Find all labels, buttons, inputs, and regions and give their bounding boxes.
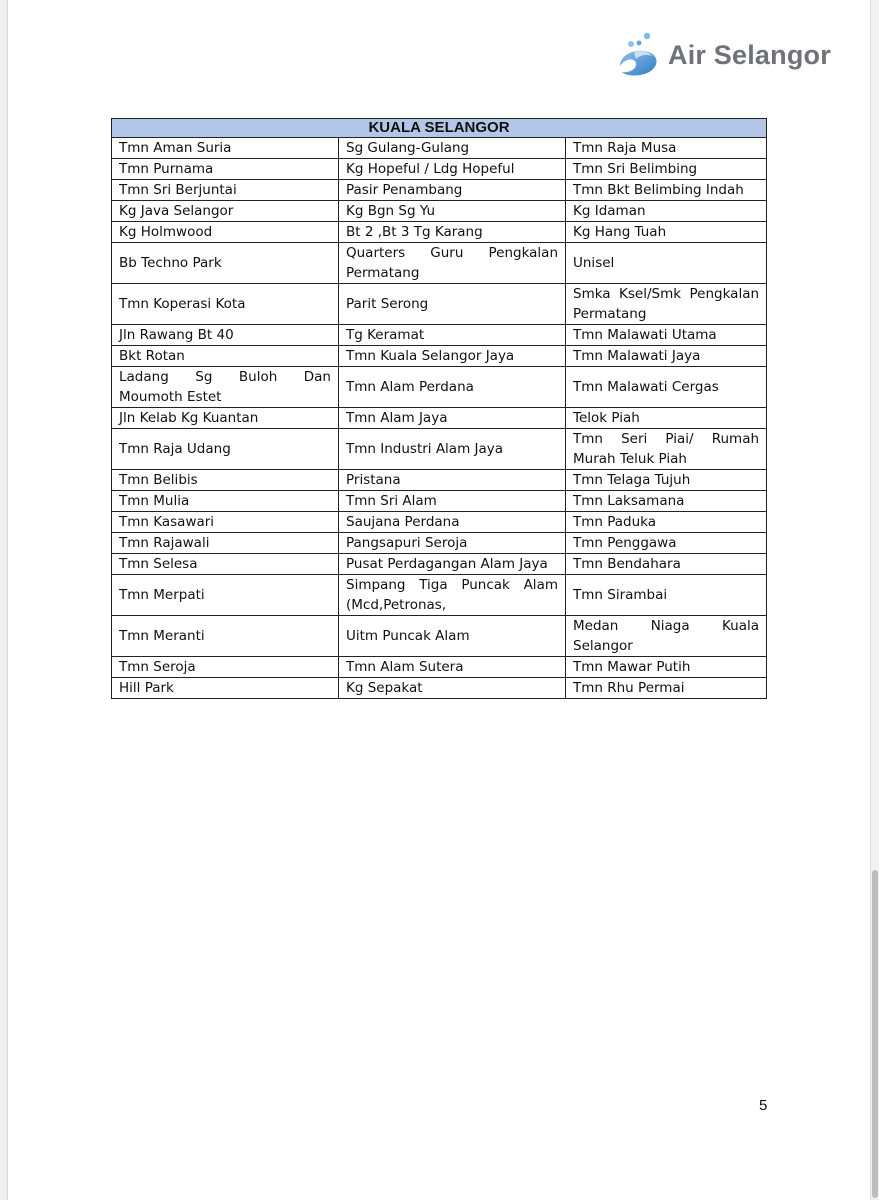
table-cell: Tmn Industri Alam Jaya	[339, 429, 566, 470]
table-cell: Kg Hopeful / Ldg Hopeful	[339, 159, 566, 180]
table-cell: Saujana Perdana	[339, 512, 566, 533]
table-cell: Tmn Alam Jaya	[339, 408, 566, 429]
table-cell: Tmn Raja Musa	[566, 138, 767, 159]
table-cell: Tmn Mulia	[112, 491, 339, 512]
table-cell: Pusat Perdagangan Alam Jaya	[339, 554, 566, 575]
table-row	[112, 491, 767, 512]
table-row	[112, 325, 767, 346]
table-cell: Tmn Belibis	[112, 470, 339, 491]
table-cell: Bb Techno Park	[112, 243, 339, 284]
table-row	[112, 284, 767, 325]
table-cell: Tmn Alam Perdana	[339, 367, 566, 408]
table-cell: Pristana	[339, 470, 566, 491]
table-cell: Tmn Laksamana	[566, 491, 767, 512]
table-row	[112, 243, 767, 284]
table-cell: Tmn Malawati Utama	[566, 325, 767, 346]
table-row	[112, 159, 767, 180]
table-cell: Kg Idaman	[566, 201, 767, 222]
table-row	[112, 554, 767, 575]
table-header-row	[112, 119, 767, 138]
table-cell: Pasir Penambang	[339, 180, 566, 201]
table-cell: Medan Niaga Kuala Selangor	[566, 616, 767, 657]
table-cell: Quarters Guru Pengkalan Permatang	[339, 243, 566, 284]
table-cell: Tmn Sri Berjuntai	[112, 180, 339, 201]
table-cell: Tmn Seri Piai/ Rumah Murah Teluk Piah	[566, 429, 767, 470]
table-cell: Kg Hang Tuah	[566, 222, 767, 243]
table-cell: Tmn Mawar Putih	[566, 657, 767, 678]
table-row	[112, 367, 767, 408]
table-row	[112, 678, 767, 699]
table-title: KUALA SELANGOR	[112, 119, 767, 138]
table-cell: Hill Park	[112, 678, 339, 699]
table-row	[112, 346, 767, 367]
table-cell: Kg Holmwood	[112, 222, 339, 243]
table-cell: Sg Gulang-Gulang	[339, 138, 566, 159]
table-cell: Tmn Sri Alam	[339, 491, 566, 512]
table-row	[112, 657, 767, 678]
table-cell: Smka Ksel/Smk Pengkalan Permatang	[566, 284, 767, 325]
table-cell: Kg Sepakat	[339, 678, 566, 699]
table-cell: Parit Serong	[339, 284, 566, 325]
table-cell: Tmn Paduka	[566, 512, 767, 533]
table-cell: Tmn Meranti	[112, 616, 339, 657]
table-row	[112, 222, 767, 243]
table-cell: Tmn Sirambai	[566, 575, 767, 616]
table-cell: Tmn Malawati Cergas	[566, 367, 767, 408]
table-cell: Tmn Alam Sutera	[339, 657, 566, 678]
table-cell: Tmn Bkt Belimbing Indah	[566, 180, 767, 201]
viewer-left-edge	[0, 0, 8, 1200]
scrollbar-thumb[interactable]	[872, 870, 878, 1198]
table-cell: Tmn Selesa	[112, 554, 339, 575]
table-cell: Uitm Puncak Alam	[339, 616, 566, 657]
table-cell: Tmn Rajawali	[112, 533, 339, 554]
table-row	[112, 616, 767, 657]
table-cell: Bkt Rotan	[112, 346, 339, 367]
table-row	[112, 201, 767, 222]
table-cell: Unisel	[566, 243, 767, 284]
table-cell: Tmn Penggawa	[566, 533, 767, 554]
table-cell: Bt 2 ,Bt 3 Tg Karang	[339, 222, 566, 243]
page-number: 5	[759, 1097, 768, 1114]
table-cell: Tmn Purnama	[112, 159, 339, 180]
table-cell: Tmn Rhu Permai	[566, 678, 767, 699]
logo-text: Air Selangor	[668, 39, 831, 70]
table-cell: Tmn Raja Udang	[112, 429, 339, 470]
table-cell: Tmn Kuala Selangor Jaya	[339, 346, 566, 367]
table-cell: Tmn Malawati Jaya	[566, 346, 767, 367]
table-row	[112, 138, 767, 159]
vertical-scrollbar[interactable]	[870, 0, 879, 1200]
table-cell: Jln Kelab Kg Kuantan	[112, 408, 339, 429]
table-row	[112, 512, 767, 533]
air-selangor-logo	[614, 30, 834, 80]
table-cell: Telok Piah	[566, 408, 767, 429]
water-drop-logo-icon	[614, 30, 664, 80]
table-cell: Tmn Koperasi Kota	[112, 284, 339, 325]
table-cell: Pangsapuri Seroja	[339, 533, 566, 554]
table-cell: Tmn Seroja	[112, 657, 339, 678]
table-cell: Jln Rawang Bt 40	[112, 325, 339, 346]
table-cell: Tg Keramat	[339, 325, 566, 346]
kuala-selangor-areas-table	[111, 118, 767, 699]
table-cell: Kg Java Selangor	[112, 201, 339, 222]
table-row	[112, 408, 767, 429]
table-cell: Tmn Bendahara	[566, 554, 767, 575]
table-cell: Tmn Kasawari	[112, 512, 339, 533]
table-cell: Simpang Tiga Puncak Alam (Mcd,Petronas,	[339, 575, 566, 616]
table-cell: Tmn Merpati	[112, 575, 339, 616]
table-cell: Tmn Aman Suria	[112, 138, 339, 159]
table-cell: Kg Bgn Sg Yu	[339, 201, 566, 222]
table-row	[112, 180, 767, 201]
table-row	[112, 429, 767, 470]
table-row	[112, 575, 767, 616]
table-cell: Tmn Telaga Tujuh	[566, 470, 767, 491]
table-cell: Tmn Sri Belimbing	[566, 159, 767, 180]
table-row	[112, 533, 767, 554]
table-row	[112, 470, 767, 491]
table-cell: Ladang Sg Buloh Dan Moumoth Estet	[112, 367, 339, 408]
